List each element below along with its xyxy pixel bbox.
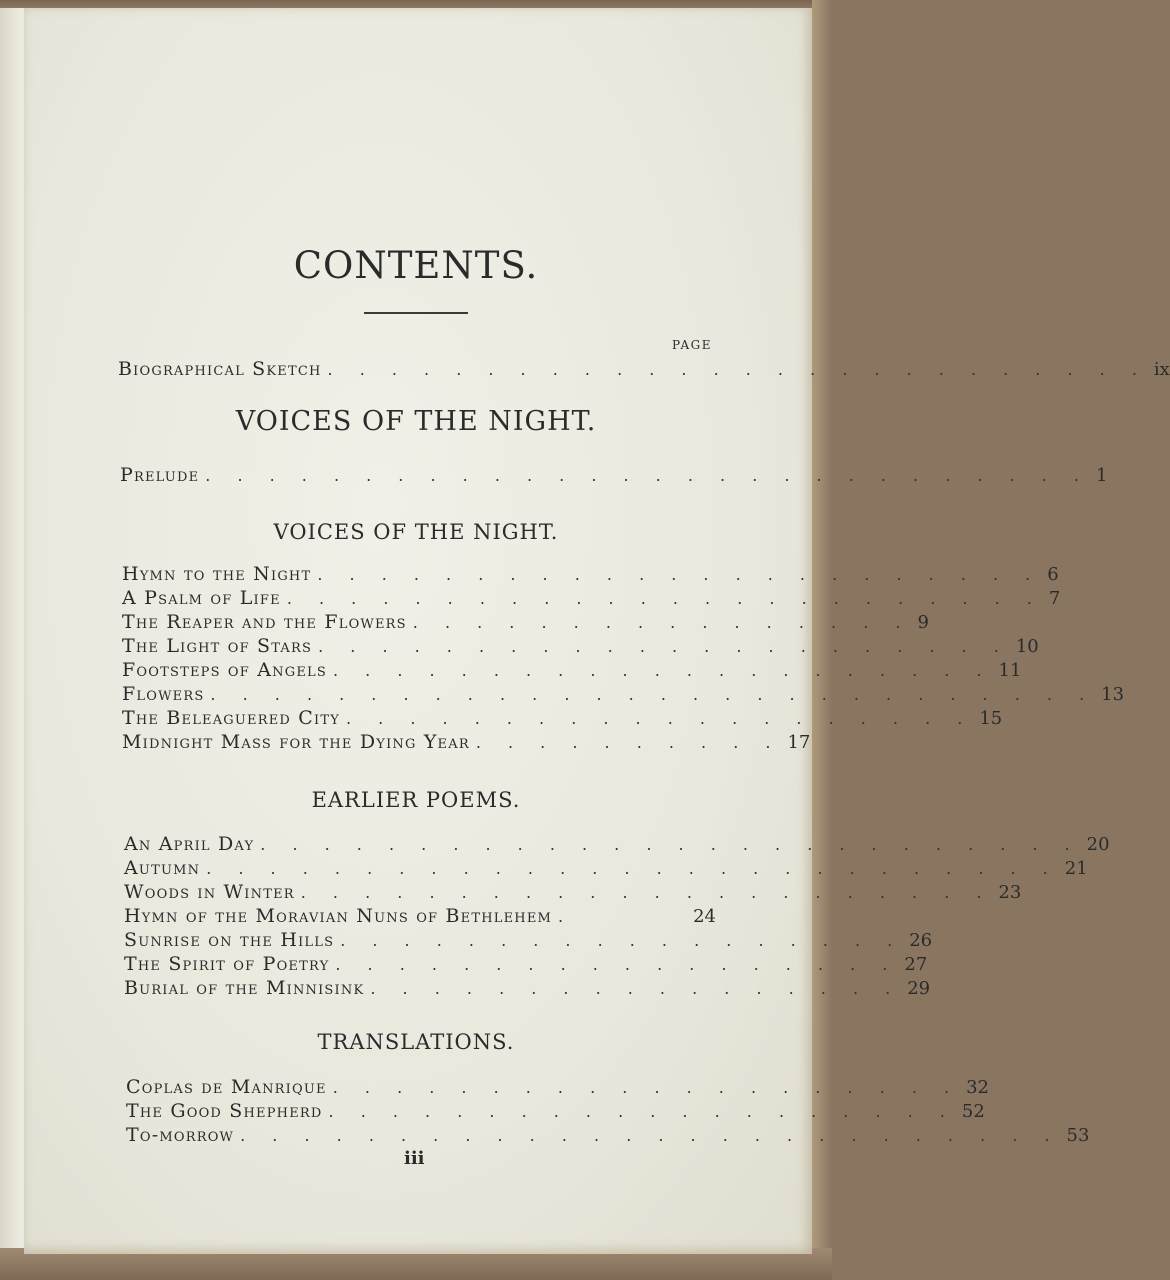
toc-entry-page: ix xyxy=(1153,359,1170,380)
book-page xyxy=(24,8,1170,1254)
title-rule xyxy=(364,312,468,314)
toc-entry xyxy=(122,587,1061,611)
leader-dots: . . . . . . . . . . . . . . . . . . . . . . . . . . . . xyxy=(205,466,1090,485)
toc-entry-label: Autumn xyxy=(124,857,201,879)
toc-entry-label: The Spirit of Poetry xyxy=(124,953,330,975)
toc-entry xyxy=(122,635,1039,659)
toc-entry-label: The Beleaguered City xyxy=(122,707,340,729)
toc-entry-page: 24 xyxy=(693,906,716,927)
toc-entry-page: 21 xyxy=(1064,858,1088,879)
toc-entry-page: 7 xyxy=(1048,588,1061,609)
section-heading: VOICES OF THE NIGHT. xyxy=(235,406,597,437)
toc-entry-page: 9 xyxy=(917,612,929,633)
toc-entry-label: Coplas de Manrique xyxy=(126,1076,327,1098)
toc-entry xyxy=(122,611,929,635)
toc-entry-page: 29 xyxy=(907,978,931,999)
leader-dots: . . . . . . . . . . . . . . . . . . . . . . . . . . xyxy=(240,1126,1061,1145)
toc-entry xyxy=(126,1076,989,1100)
page-folio: iii xyxy=(404,1148,425,1169)
leader-dots: . . . . . . . . . . . . . . . . . . . . . . . xyxy=(317,565,1042,584)
leader-dots: . . . . . . . . . . . . . . . . . . . . . . . . . . . xyxy=(206,859,1059,878)
toc-entry-page: 26 xyxy=(909,930,933,951)
leader-dots: . . . . . . . . . . xyxy=(475,733,782,752)
section-heading: EARLIER POEMS. xyxy=(311,788,521,812)
toc-entry xyxy=(122,683,1125,707)
toc-entry-label: Sunrise on the Hills xyxy=(124,929,335,951)
toc-entry-label: A Psalm of Life xyxy=(122,587,281,609)
toc-entry-label: The Light of Stars xyxy=(122,635,313,657)
toc-entry xyxy=(124,977,931,1001)
toc-entry-label: Biographical Sketch xyxy=(118,358,322,380)
toc-entry xyxy=(126,1100,985,1124)
toc-entry-page: 11 xyxy=(998,660,1022,681)
toc-entry-label: An April Day xyxy=(124,833,255,855)
leader-dots: . . . . . . . . . . . . . . . . . . . . xyxy=(328,1102,956,1121)
leader-dots: . . . . . . . . . . . . . . . . . . . . . . xyxy=(318,637,1010,656)
toc-entry-page: 53 xyxy=(1066,1125,1090,1146)
leader-dots: . . . . . . . . . . . . . . . . . . . . . . xyxy=(300,883,993,902)
leader-dots: . xyxy=(558,907,575,926)
toc-entry-label: Woods in Winter xyxy=(124,881,295,903)
toc-entry-label: The Reaper and the Flowers xyxy=(122,611,407,633)
toc-entry-label: Flowers xyxy=(122,683,205,705)
toc-entry-page: 13 xyxy=(1101,684,1125,705)
toc-entry-page: 17 xyxy=(787,732,811,753)
toc-entry xyxy=(120,464,1108,488)
section-heading: TRANSLATIONS. xyxy=(317,1030,515,1054)
leader-dots: . . . . . . . . . . . . . . . . . . . . . xyxy=(332,661,993,680)
toc-entry xyxy=(124,905,716,929)
toc-entry-label: To-morrow xyxy=(126,1124,235,1146)
toc-entry-label: Hymn to the Night xyxy=(122,563,312,585)
toc-entry-page: 10 xyxy=(1015,636,1039,657)
toc-entry xyxy=(124,833,1110,857)
toc-entry-label: Midnight Mass for the Dying Year xyxy=(122,731,470,753)
toc-entry-label: Burial of the Minnisink xyxy=(124,977,365,999)
leader-dots: . . . . . . . . . . . . . . . . . . . . . . . . . . . . xyxy=(210,685,1096,704)
toc-entry xyxy=(122,731,811,755)
page-column-label: PAGE xyxy=(672,338,712,352)
toc-entry xyxy=(122,563,1059,587)
section-heading: VOICES OF THE NIGHT. xyxy=(273,520,559,544)
leader-dots: . . . . . . . . . . . . . . . . . . xyxy=(340,931,904,950)
toc-entry xyxy=(124,929,933,953)
toc-entry-page: 27 xyxy=(904,954,928,975)
leader-dots: . . . . . . . . . . . . . . . . . . . . . . . . . . xyxy=(260,835,1081,854)
leader-dots: . . . . . . . . . . . . . . . . . . xyxy=(335,955,899,974)
toc-entry-page: 23 xyxy=(998,882,1022,903)
leader-dots: . . . . . . . . . . . . . . . . . . . . xyxy=(332,1078,961,1097)
leader-dots: . . . . . . . . . . . . . . . . . . . . xyxy=(346,709,974,728)
toc-entry-label: The Good Shepherd xyxy=(126,1100,323,1122)
toc-entry-page: 15 xyxy=(979,708,1003,729)
toc-entry-page: 32 xyxy=(966,1077,989,1098)
toc-entry-page: 6 xyxy=(1047,564,1059,585)
toc-entry-label: Prelude xyxy=(120,464,200,486)
toc-entry-label: Footsteps of Angels xyxy=(122,659,327,681)
toc-entry xyxy=(122,659,1022,683)
leader-dots: . . . . . . . . . . . . . . . . . xyxy=(370,979,902,998)
toc-entry-label: Hymn of the Moravian Nuns of Bethlehem xyxy=(124,905,553,927)
toc-entry xyxy=(124,953,928,977)
toc-entry-page: 52 xyxy=(961,1101,985,1122)
toc-entry-page: 20 xyxy=(1086,834,1110,855)
toc-entry xyxy=(122,707,1003,731)
toc-entry xyxy=(118,358,1170,382)
leader-dots: . . . . . . . . . . . . . . . . . . . . . . . . . . xyxy=(327,360,1148,379)
leader-dots: . . . . . . . . . . . . . . . . . . . . . . . . xyxy=(286,589,1043,608)
page-title: CONTENTS. xyxy=(293,244,539,287)
toc-entry xyxy=(124,881,1022,905)
toc-entry-page: 1 xyxy=(1096,465,1108,486)
leader-dots: . . . . . . . . . . . . . . . . xyxy=(412,613,912,632)
toc-entry xyxy=(124,857,1088,881)
toc-entry xyxy=(126,1124,1090,1148)
